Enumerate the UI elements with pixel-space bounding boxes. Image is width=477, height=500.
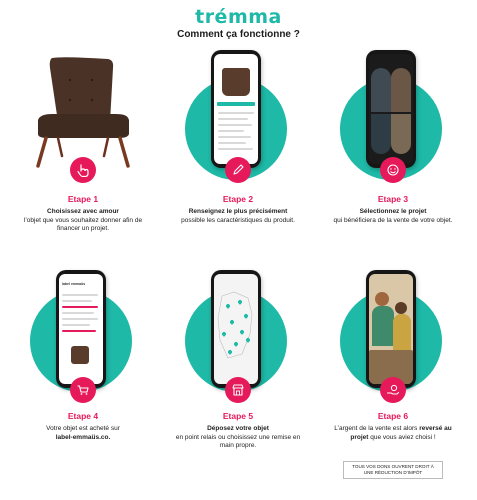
step-1-title: Etape 1 bbox=[67, 194, 99, 204]
step-4-phone bbox=[56, 270, 106, 388]
phone-4-site-name: label emmaüs bbox=[62, 282, 86, 286]
form-line bbox=[62, 300, 92, 302]
step-1-armchair-illustration bbox=[28, 56, 138, 168]
form-line bbox=[62, 318, 98, 320]
smiley-icon bbox=[380, 157, 406, 183]
step-3-description bbox=[328, 208, 458, 225]
phone-2-tab-bar bbox=[217, 102, 255, 106]
step-6-desc-bold: reversé au projet bbox=[350, 425, 452, 441]
step-4-description bbox=[18, 425, 148, 442]
hand-cursor-icon bbox=[70, 157, 96, 183]
form-line bbox=[62, 312, 94, 314]
phone-2-chair-photo bbox=[222, 68, 250, 96]
step-6-desc-pre: L’argent de la vente est alors bbox=[334, 425, 418, 432]
brand-logo: trémma bbox=[195, 6, 282, 28]
step-2-title: Etape 2 bbox=[222, 194, 254, 204]
phone-6-person-photo bbox=[393, 314, 411, 350]
step-2-desc-text: possible les caractéristiques du produit. bbox=[181, 216, 295, 224]
step-3-title: Etape 3 bbox=[377, 194, 409, 204]
step-4-title: Etape 4 bbox=[67, 411, 99, 421]
form-line bbox=[62, 306, 98, 308]
form-line bbox=[62, 324, 90, 326]
form-line bbox=[218, 112, 254, 114]
step-5-title: Etape 5 bbox=[222, 411, 254, 421]
form-line bbox=[218, 148, 253, 150]
phone-3-project-photo bbox=[371, 114, 391, 154]
phone-6-person-photo bbox=[372, 306, 394, 346]
step-4-desc-bold: label-emmaüs.co. bbox=[55, 433, 111, 441]
step-6-description bbox=[328, 425, 458, 442]
form-line bbox=[218, 118, 248, 120]
form-line bbox=[62, 294, 98, 296]
step-4-desc-text: Votre objet est acheté sur bbox=[46, 425, 120, 432]
step-2-phone bbox=[211, 50, 261, 168]
money-hand-icon bbox=[380, 377, 406, 403]
cart-icon bbox=[70, 377, 96, 403]
shop-icon bbox=[225, 377, 251, 403]
step-3-desc-bold: Sélectionnez le projet bbox=[359, 208, 427, 215]
phone-3-project-photo bbox=[391, 114, 411, 154]
pencil-icon bbox=[225, 157, 251, 183]
step-6-title: Etape 6 bbox=[377, 411, 409, 421]
step-5-phone bbox=[211, 270, 261, 388]
phone-4-chair-thumbnail bbox=[71, 346, 89, 364]
step-2-desc-bold: Renseignez le plus précisément bbox=[188, 208, 288, 215]
phone-3-project-photo bbox=[371, 68, 391, 112]
phone-3-project-photo bbox=[391, 68, 411, 112]
step-2-description bbox=[173, 208, 303, 225]
step-5-description bbox=[173, 425, 303, 451]
form-line bbox=[218, 130, 244, 132]
step-3-desc-text: qui bénéficiera de la vente de votre objet. bbox=[333, 216, 453, 224]
step-1-desc-bold: Choisissez avec amour bbox=[47, 208, 119, 215]
step-1-desc-text: l’objet que vous souhaitez donner afin de financer un projet. bbox=[23, 216, 143, 232]
form-line bbox=[218, 142, 246, 144]
phone-6-person-photo bbox=[375, 292, 389, 306]
step-1-description bbox=[18, 208, 148, 234]
step-6-phone bbox=[366, 270, 416, 388]
form-line bbox=[218, 124, 252, 126]
step-5-desc-text: en point relais ou choisissez une remise en main propre. bbox=[175, 433, 301, 449]
phone-6-person-photo bbox=[395, 302, 407, 314]
form-line bbox=[62, 330, 96, 332]
page-subtitle: Comment ça fonctionne ? bbox=[177, 29, 300, 40]
step-3-phone bbox=[366, 50, 416, 168]
form-line bbox=[218, 136, 251, 138]
tax-reduction-note: TOUS VOS DONS OUVRENT DROIT À UNE RÉDUCTION D’IMPÔT bbox=[343, 461, 443, 479]
step-5-desc-bold: Déposez votre objet bbox=[207, 425, 269, 432]
step-6-desc-text: que vous aviez choisi ! bbox=[370, 433, 436, 441]
